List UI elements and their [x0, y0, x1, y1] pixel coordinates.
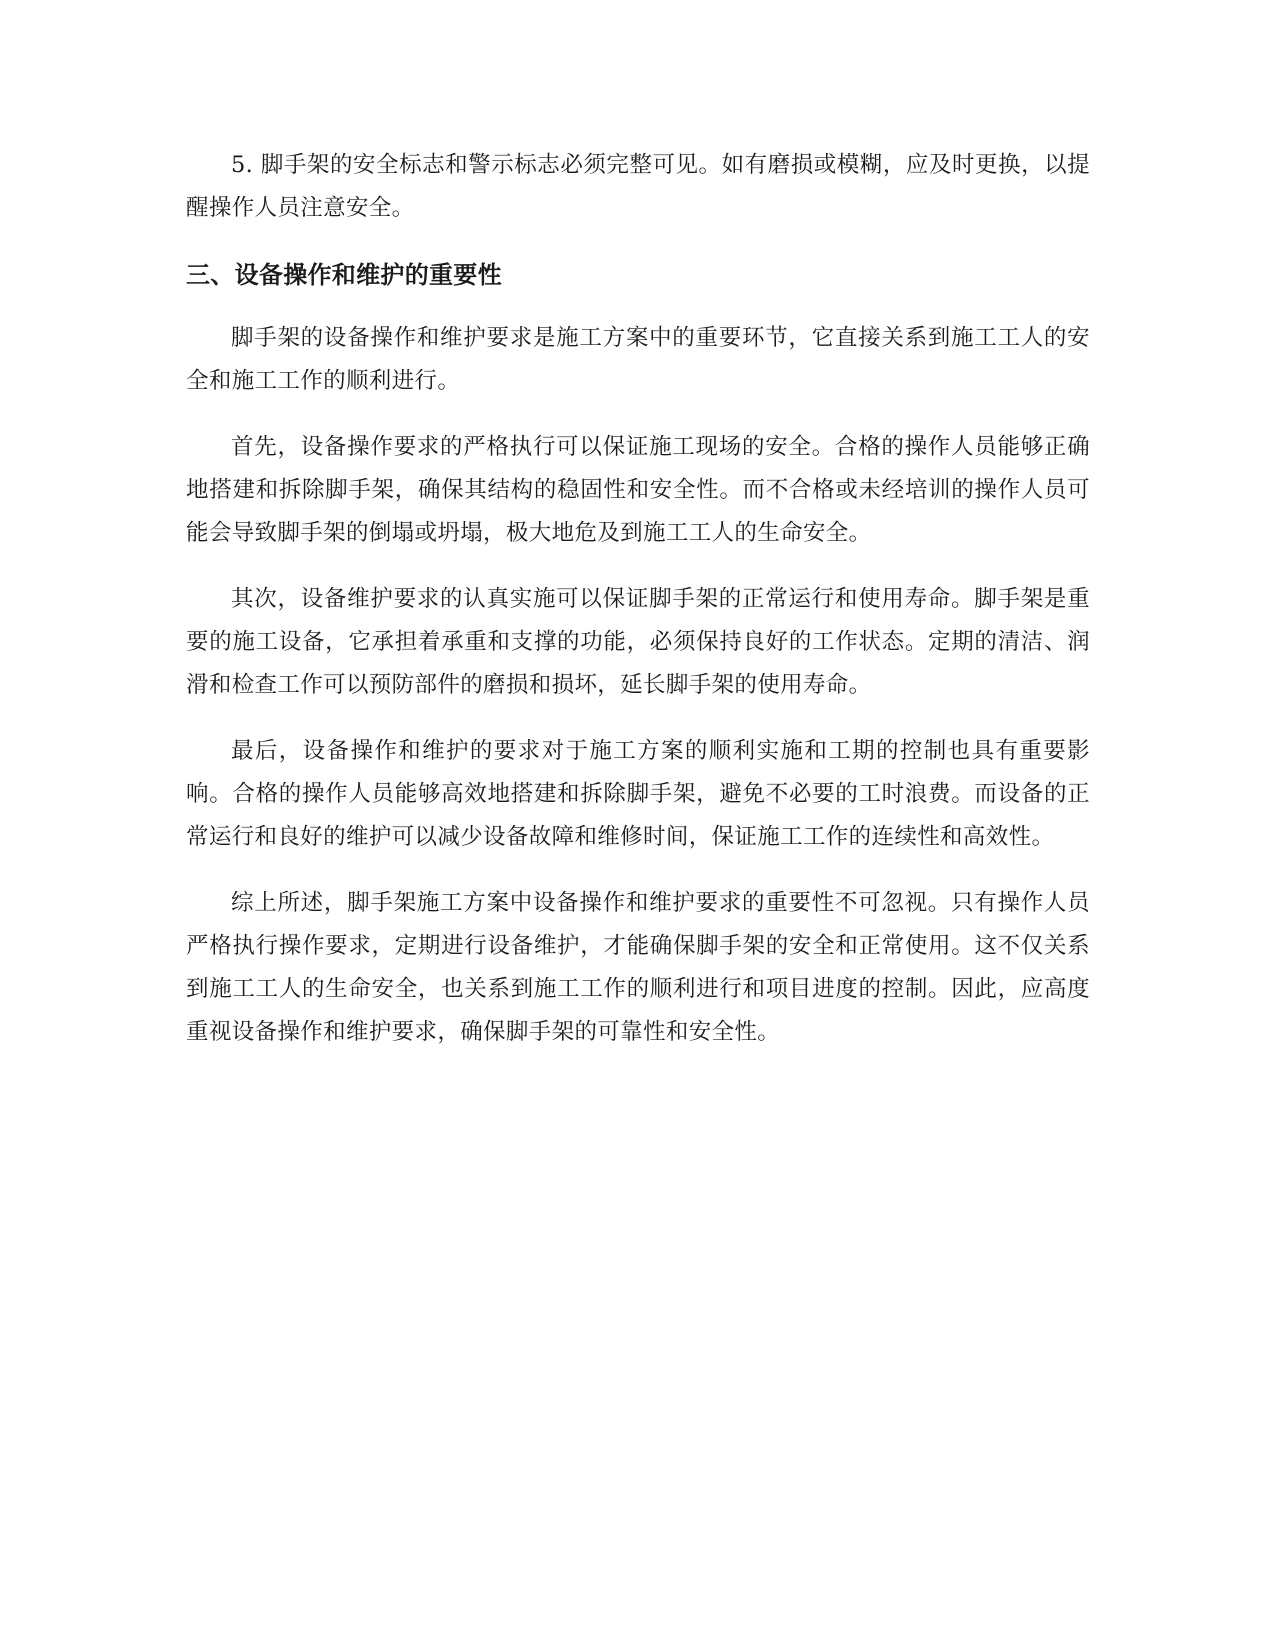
body-paragraph-4: 最后，设备操作和维护的要求对于施工方案的顺利实施和工期的控制也具有重要影响。合格的操作人员能够高效地搭建和拆除脚手架，避免不必要的工时浪费。而设备的正常运行和良好的维护可以减少设备故障和维修时间，保证施工工作的连续性和高效性。	[186, 738, 1090, 850]
body-paragraph-5: 综上所述，脚手架施工方案中设备操作和维护要求的重要性不可忽视。只有操作人员严格执行操作要求，定期进行设备维护，才能确保脚手架的安全和正常使用。这不仅关系到施工工人的生命安全，也关系到施工工作的顺利进行和项目进度的控制。因此，应高度重视设备操作和维护要求，确保脚手架的可靠性和安全性。	[186, 890, 1090, 1045]
document-body	[186, 144, 1090, 1077]
intro-paragraph: 5. 脚手架的安全标志和警示标志必须完整可见。如有磨损或模糊，应及时更换，以提醒操作人员注意安全。	[186, 152, 1090, 221]
body-paragraph-1: 脚手架的设备操作和维护要求是施工方案中的重要环节，它直接关系到施工工人的安全和施工工作的顺利进行。	[186, 325, 1090, 394]
body-paragraph-3: 其次，设备维护要求的认真实施可以保证脚手架的正常运行和使用寿命。脚手架是重要的施工设备，它承担着承重和支撑的功能，必须保持良好的工作状态。定期的清洁、润滑和检查工作可以预防部件的磨损和损坏，延长脚手架的使用寿命。	[186, 586, 1090, 698]
body-paragraph-2: 首先，设备操作要求的严格执行可以保证施工现场的安全。合格的操作人员能够正确地搭建和拆除脚手架，确保其结构的稳固性和安全性。而不合格或未经培训的操作人员可能会导致脚手架的倒塌或坍塌，极大地危及到施工工人的生命安全。	[186, 434, 1090, 546]
section-heading: 三、设备操作和维护的重要性	[186, 261, 502, 289]
